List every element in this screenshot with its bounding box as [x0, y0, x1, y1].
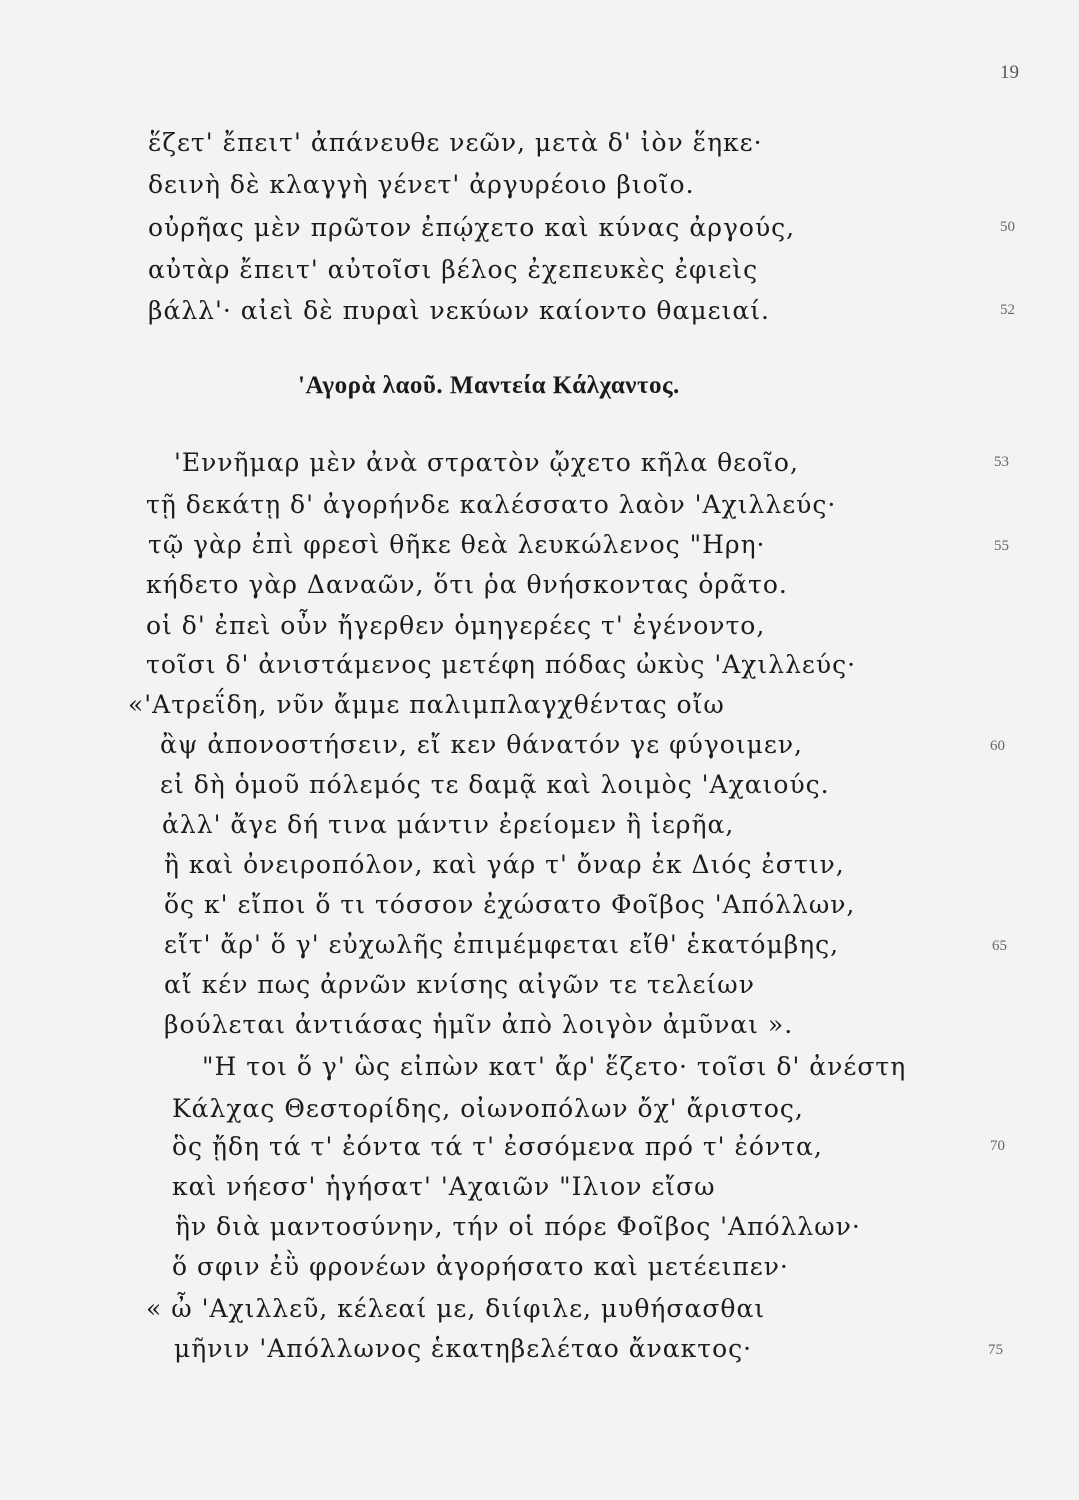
verse-number: 52 [1000, 302, 1015, 318]
verse-line: κήδετο γὰρ Δαναῶν, ὅτι ῥα θνήσκοντας ὁρᾶτο. [146, 570, 788, 599]
verse-line: αἴ κέν πως ἀρνῶν κνίσης αἰγῶν τε τελείων [164, 970, 755, 999]
verse-line: ὃς ᾔδη τά τ' ἐόντα τά τ' ἐσσόμενα πρό τ' ἐόντα, [172, 1132, 823, 1161]
verse-line: ὅς κ' εἴποι ὅ τι τόσσον ἐχώσατο Φοῖβος 'Απόλλων, [164, 890, 856, 919]
verse-line: εἰ δὴ ὁμοῦ πόλεμός τε δαμᾷ καὶ λοιμὸς 'Αχαιούς. [160, 770, 830, 799]
verse-line: ὅ σφιν ἐῢ φρονέων ἀγορήσατο καὶ μετέειπεν· [172, 1252, 789, 1281]
verse-line: καὶ νήεσσ' ἡγήσατ' 'Αχαιῶν "Ιλιον εἴσω [172, 1172, 716, 1201]
verse-number: 70 [990, 1138, 1005, 1154]
verse-number: 53 [994, 454, 1009, 470]
verse-line: οὐρῆας μὲν πρῶτον ἐπῴχετο καὶ κύνας ἀργούς, [148, 213, 796, 242]
page-number: 19 [1000, 62, 1019, 83]
verse-line: « ὦ 'Αχιλλεῦ, κέλεαί με, διίφιλε, μυθήσασθαι [146, 1294, 766, 1323]
verse-line: "Η τοι ὅ γ' ὣς εἰπὼν κατ' ἄρ' ἕζετο· τοῖσι δ' ἀνέστη [202, 1052, 907, 1081]
verse-line: «'Ατρεΐδη, νῦν ἄμμε παλιμπλαγχθέντας οἴω [128, 690, 725, 719]
verse-line: τοῖσι δ' ἀνιστάμενος μετέφη πόδας ὠκὺς 'Αχιλλεύς· [146, 650, 857, 679]
verse-line: 'Εννῆμαρ μὲν ἀνὰ στρατὸν ᾤχετο κῆλα θεοῖο, [174, 448, 799, 477]
verse-line: βάλλ'· αἰεὶ δὲ πυραὶ νεκύων καίοντο θαμειαί. [148, 296, 771, 325]
verse-line: τῷ γὰρ ἐπὶ φρεσὶ θῆκε θεὰ λευκώλενος "Ηρη· [148, 530, 766, 559]
verse-line: αὐτὰρ ἔπειτ' αὐτοῖσι βέλος ἐχεπευκὲς ἐφιεὶς [148, 255, 759, 284]
verse-number: 60 [990, 738, 1005, 754]
verse-line: δεινὴ δὲ κλαγγὴ γένετ' ἀργυρέοιο βιοῖο. [148, 170, 695, 199]
verse-line: τῇ δεκάτῃ δ' ἀγορήνδε καλέσσατο λαὸν 'Αχιλλεύς· [146, 490, 837, 519]
verse-line: μῆνιν 'Απόλλωνος ἑκατηβελέταο ἄνακτος· [174, 1334, 753, 1363]
verse-number: 75 [988, 1342, 1003, 1358]
verse-line: Κάλχας Θεστορίδης, οἰωνοπόλων ὄχ' ἄριστος, [172, 1094, 804, 1123]
verse-line: ἕζετ' ἔπειτ' ἀπάνευθε νεῶν, μετὰ δ' ἰὸν ἕηκε· [148, 128, 763, 157]
verse-line: βούλεται ἀντιάσας ἡμῖν ἀπὸ λοιγὸν ἀμῦναι ». [164, 1010, 794, 1039]
verse-line: ἣν διὰ μαντοσύνην, τήν οἱ πόρε Φοῖβος 'Απόλλων· [175, 1212, 861, 1241]
verse-line: οἱ δ' ἐπεὶ οὖν ἤγερθεν ὁμηγερέες τ' ἐγένοντο, [146, 611, 766, 640]
verse-line: ἀλλ' ἄγε δή τινα μάντιν ἐρείομεν ἢ ἱερῆα, [162, 810, 735, 839]
verse-line: ἢ καὶ ὀνειροπόλον, καὶ γάρ τ' ὄναρ ἐκ Διός ἐστιν, [164, 850, 845, 879]
verse-line: εἴτ' ἄρ' ὅ γ' εὐχωλῆς ἐπιμέμφεται εἴθ' ἑκατόμβης, [164, 930, 840, 959]
section-heading: 'Αγορὰ λαοῦ. Μαντεία Κάλχαντος. [298, 372, 680, 399]
verse-number: 50 [1000, 219, 1015, 235]
verse-line: ἂψ ἀπονοστήσειν, εἴ κεν θάνατόν γε φύγοιμεν, [160, 730, 803, 759]
verse-number: 65 [992, 938, 1007, 954]
verse-number: 55 [994, 538, 1009, 554]
